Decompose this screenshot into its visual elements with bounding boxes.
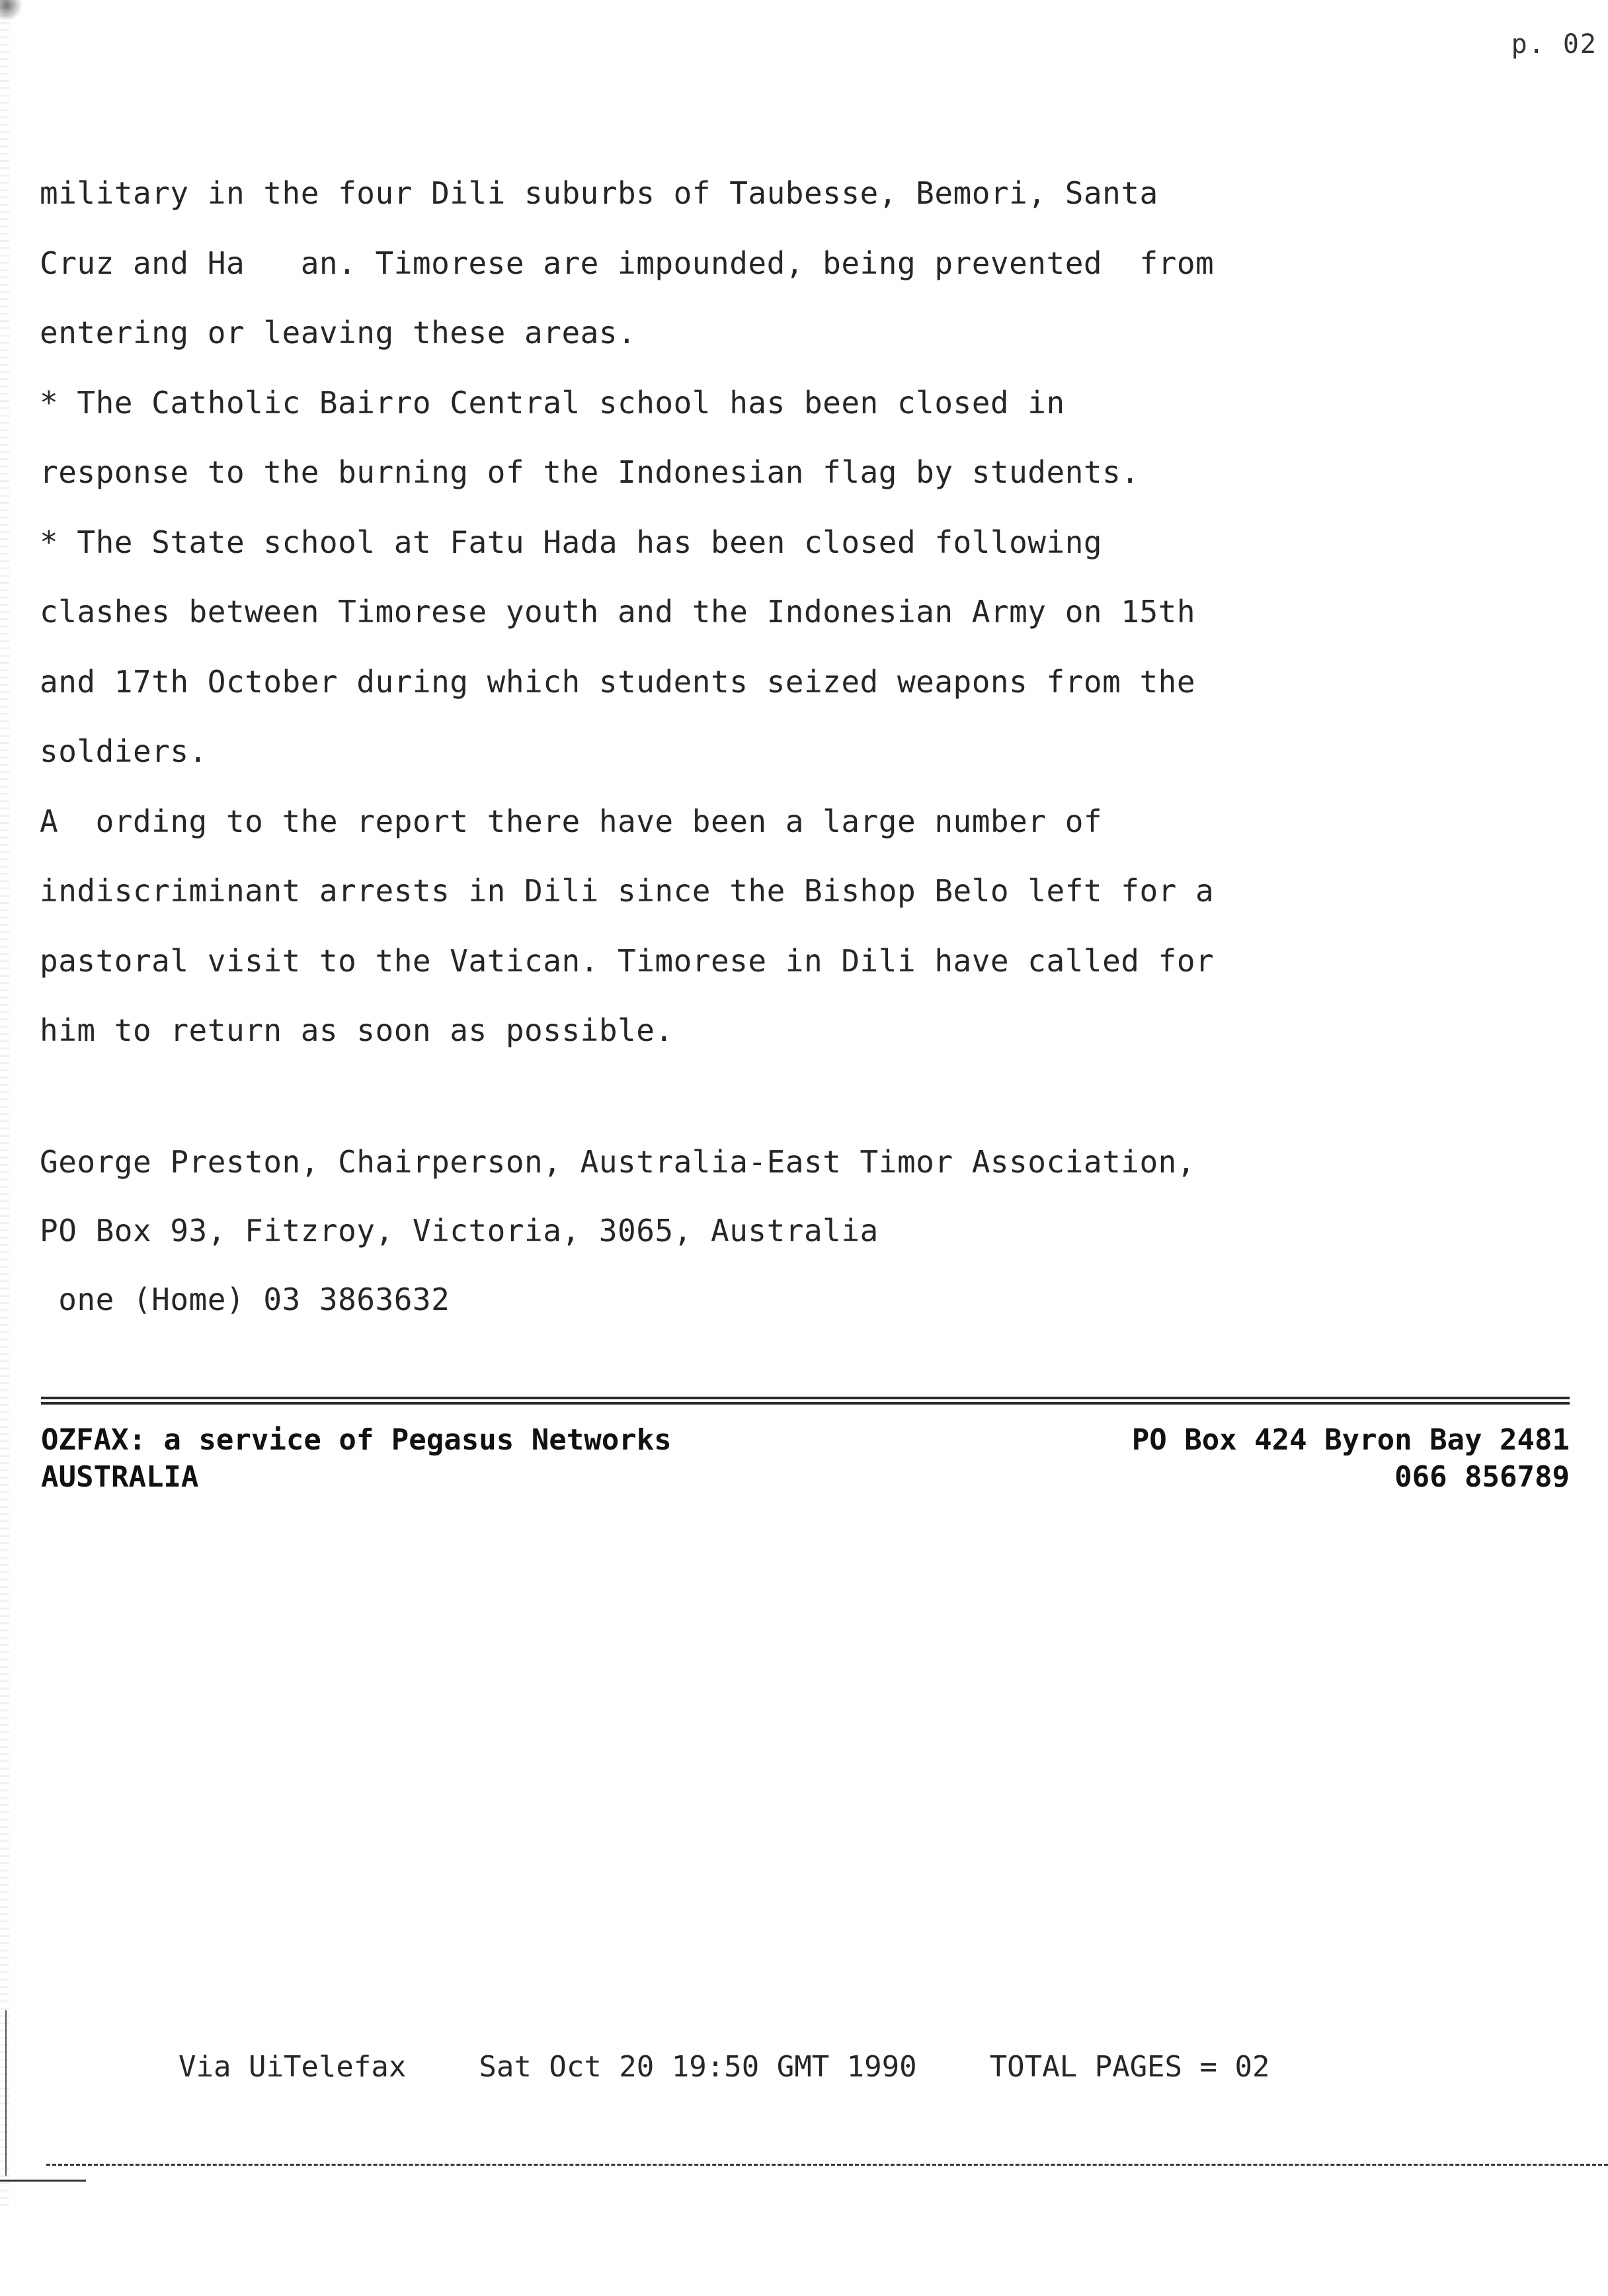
body-line: military in the four Dili suburbs of Taubesse, Bemori, Santa [40,175,1158,211]
dashed-divider [46,2164,1608,2166]
body-line: clashes between Timorese youth and the Indonesian Army on 15th [40,594,1196,630]
footer-divider [41,1397,1570,1405]
signature-address-line: PO Box 93, Fitzroy, Victoria, 3065, Australia [40,1213,879,1249]
page-number: p. 02 [1511,29,1597,60]
body-line: entering or leaving these areas. [40,315,637,350]
footer-po-box: PO Box 424 Byron Bay 2481 [1131,1423,1570,1457]
transmission-total-pages: TOTAL PAGES = 02 [989,2050,1270,2084]
body-line: pastoral visit to the Vatican. Timorese in Dili have called for [40,942,1215,979]
body-line: * The Catholic Bairro Central school has been closed in [40,384,1065,421]
footer-right [1132,1422,1570,1496]
transmission-line [179,2050,1269,2084]
body-line: * The State school at Fatu Hada has been closed following [40,524,1103,560]
footer-country: AUSTRALIA [41,1460,199,1494]
body-line: A ording to the report there have been a large number of [40,803,1103,839]
scan-corner-smudge [0,0,26,20]
footer-service-name: OZFAX: a service of Pegasus Networks [41,1423,672,1457]
scan-left-line [5,2010,7,2176]
body-line: indiscriminant arrests in Dili since the Bishop Belo left for a [40,873,1215,909]
scan-edge-noise [0,0,9,2209]
signature-block [40,1128,1329,1334]
body-line: soldiers. [40,733,208,769]
body-line: him to return as soon as possible. [40,1012,674,1048]
body-text [40,159,1296,1066]
body-line: Cruz and Ha an. Timorese are impounded, being prevented from [40,245,1215,281]
footer-left [41,1422,672,1496]
footer-phone: 066 856789 [1394,1460,1570,1494]
body-line: and 17th October during which students seized weapons from the [40,663,1196,700]
signature-name-line: George Preston, Chairperson, Australia-East Timor Association, [40,1144,1196,1180]
transmission-date: Sat Oct 20 19:50 GMT 1990 [479,2050,917,2084]
body-line: response to the burning of the Indonesian flag by students. [40,454,1140,490]
signature-phone-line: one (Home) 03 3863632 [40,1282,450,1317]
scan-corner-line [0,2180,86,2182]
transmission-via: Via UiTelefax [179,2050,407,2084]
